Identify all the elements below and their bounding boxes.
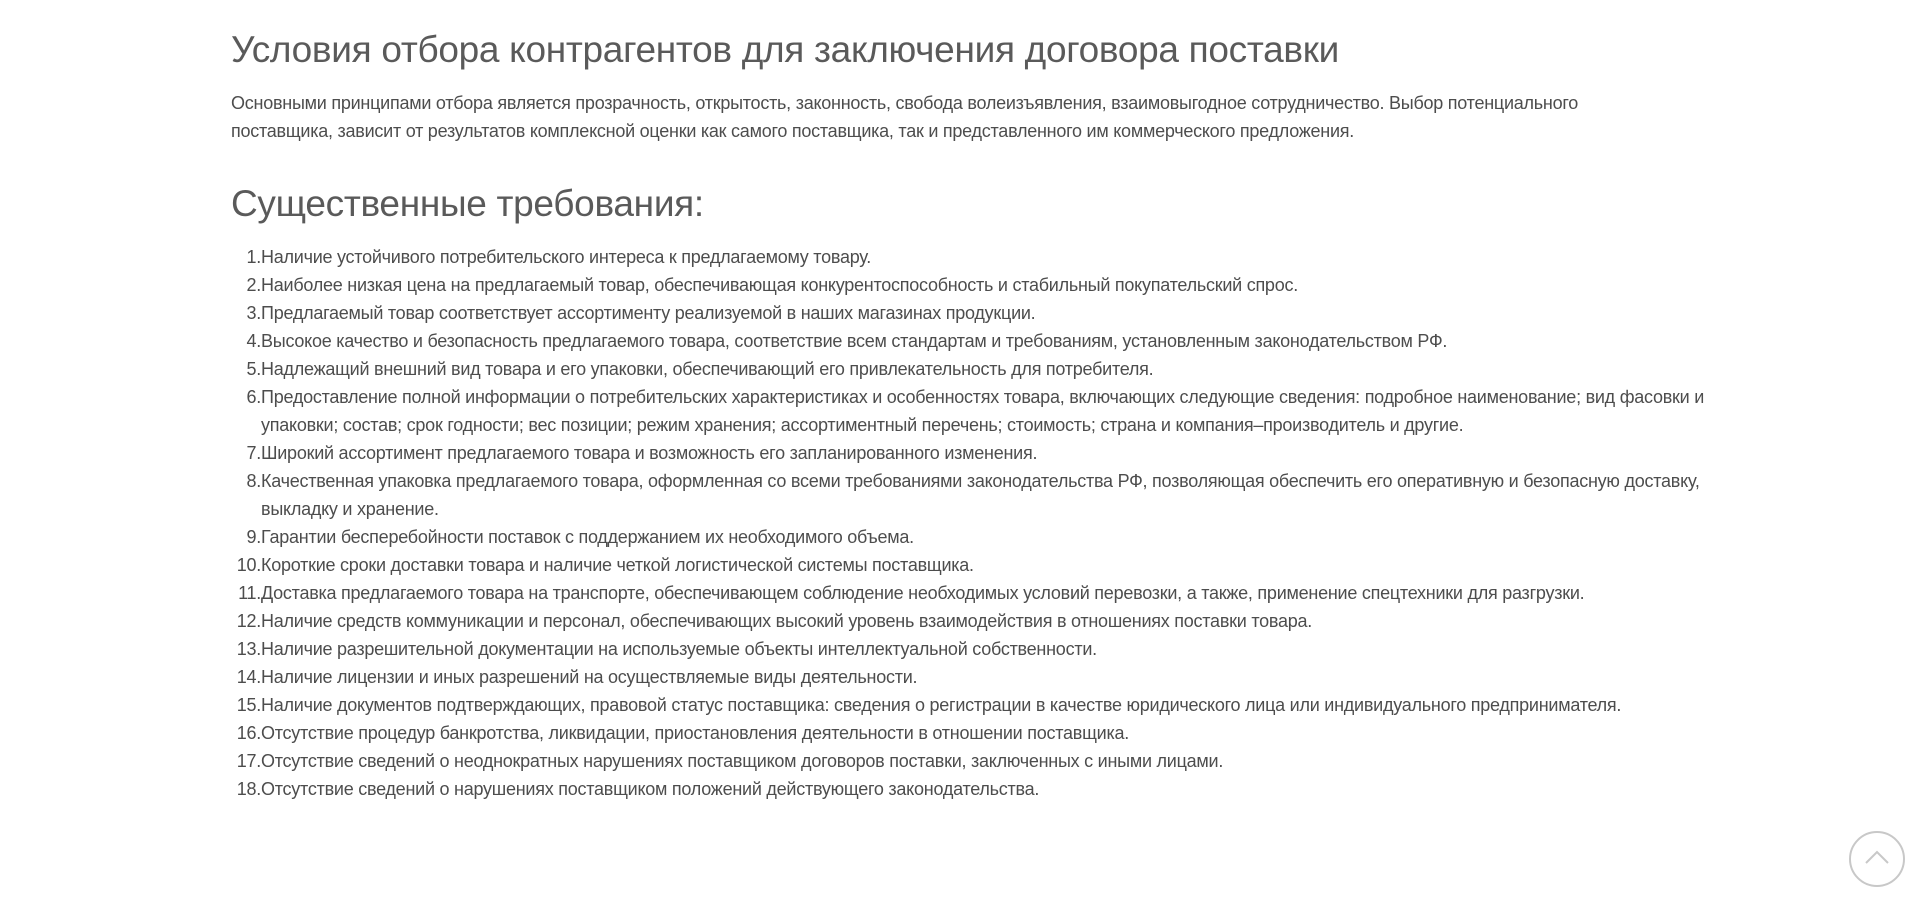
- list-item: [231, 551, 1711, 579]
- list-item: [231, 271, 1711, 299]
- list-item: [231, 299, 1711, 327]
- list-item: [231, 355, 1711, 383]
- intro-paragraph: Основными принципами отбора является прозрачность, открытость, законность, свобода волеизъявления, взаимовыгодное сотрудничество. Выбор потенциального поставщика, зависит от результатов комплексной оценки как самого поставщика, так и представленного им коммерческого предложения.: [231, 93, 1579, 141]
- list-item: [231, 579, 1711, 607]
- list-item-number: 11.: [238, 583, 261, 603]
- list-item-text: Надлежащий внешний вид товара и его упаковки, обеспечивающий его привлекательность для потребителя.: [261, 359, 1154, 379]
- requirements-heading: Существенные требования:: [231, 183, 704, 224]
- list-item-text: Короткие сроки доставки товара и наличие четкой логистической системы поставщика.: [261, 555, 974, 575]
- list-item-text: Наличие устойчивого потребительского интереса к предлагаемому товару.: [261, 247, 871, 267]
- list-item: [231, 775, 1711, 803]
- list-item: [231, 383, 1711, 439]
- list-item-text: Доставка предлагаемого товара на транспорте, обеспечивающем соблюдение необходимых условий перевозки, а также, применение спецтехники для разгрузки.: [261, 583, 1585, 603]
- list-item-text: Отсутствие сведений о неоднократных нарушениях поставщиком договоров поставки, заключенных с иными лицами.: [261, 751, 1224, 771]
- list-item-number: 13.: [236, 639, 261, 659]
- list-item: [231, 439, 1711, 467]
- list-item-text: Наличие средств коммуникации и персонал, обеспечивающих высокий уровень взаимодействия в отношениях поставки товара.: [261, 611, 1313, 631]
- list-item: [231, 467, 1711, 523]
- list-item-text: Предлагаемый товар соответствует ассортименту реализуемой в наших магазинах продукции.: [261, 303, 1036, 323]
- list-item-number: 9.: [246, 527, 261, 547]
- list-item: [231, 719, 1711, 747]
- requirements-list: [231, 243, 1711, 803]
- list-item-number: 18.: [236, 779, 261, 799]
- list-item-number: 4.: [246, 331, 261, 351]
- page-title: Условия отбора контрагентов для заключения договора поставки: [231, 29, 1339, 70]
- list-item-text: Наличие документов подтверждающих, правовой статус поставщика: сведения о регистрации в качестве юридического лица или индивидуального предпринимателя.: [261, 695, 1622, 715]
- list-item: [231, 691, 1711, 719]
- list-item-text: Наличие разрешительной документации на используемые объекты интеллектуальной собственности.: [261, 639, 1097, 659]
- list-item-number: 1.: [246, 247, 261, 267]
- list-item-text: Широкий ассортимент предлагаемого товара и возможность его запланированного изменения.: [261, 443, 1038, 463]
- list-item-number: 7.: [246, 443, 261, 463]
- list-item: [231, 607, 1711, 635]
- list-item-number: 5.: [246, 359, 261, 379]
- list-item-number: 8.: [246, 471, 261, 491]
- list-item: [231, 243, 1711, 271]
- scroll-to-top-button[interactable]: [1849, 831, 1905, 887]
- list-item-text: Отсутствие сведений о нарушениях поставщиком положений действующего законодательства.: [261, 779, 1040, 799]
- list-item-text: Отсутствие процедур банкротства, ликвидации, приостановления деятельности в отношении поставщика.: [261, 723, 1129, 743]
- list-item-text: Гарантии бесперебойности поставок с поддержанием их необходимого объема.: [261, 527, 914, 547]
- list-item-number: 12.: [236, 611, 261, 631]
- list-item-text: Предоставление полной информации о потребительских характеристиках и особенностях товара, включающих следующие сведения: подробное наименование; вид фасовки и упаковки; состав; срок годности; вес позиции; режим хранения; ассортиментный перечень; стоимость; страна и компания–производитель и другие.: [261, 387, 1705, 435]
- list-item-number: 6.: [246, 387, 261, 407]
- list-item: [231, 663, 1711, 691]
- list-item-text: Наиболее низкая цена на предлагаемый товар, обеспечивающая конкурентоспособность и стабильный покупательский спрос.: [261, 275, 1298, 295]
- list-item: [231, 327, 1711, 355]
- list-item-text: Наличие лицензии и иных разрешений на осуществляемые виды деятельности.: [261, 667, 918, 687]
- list-item-number: 17.: [236, 751, 261, 771]
- list-item: [231, 523, 1711, 551]
- list-item-number: 3.: [246, 303, 261, 323]
- list-item: [231, 747, 1711, 775]
- list-item-number: 10.: [236, 555, 261, 575]
- list-item-number: 16.: [236, 723, 261, 743]
- chevron-up-icon: [1863, 847, 1891, 867]
- list-item-number: 15.: [236, 695, 261, 715]
- list-item-text: Качественная упаковка предлагаемого товара, оформленная со всеми требованиями законодательства РФ, позволяющая обеспечить его оперативную и безопасную доставку, выкладку и хранение.: [261, 471, 1700, 519]
- list-item: [231, 635, 1711, 663]
- list-item-number: 2.: [246, 275, 261, 295]
- list-item-number: 14.: [236, 667, 261, 687]
- list-item-text: Высокое качество и безопасность предлагаемого товара, соответствие всем стандартам и требованиям, установленным законодательством РФ.: [261, 331, 1448, 351]
